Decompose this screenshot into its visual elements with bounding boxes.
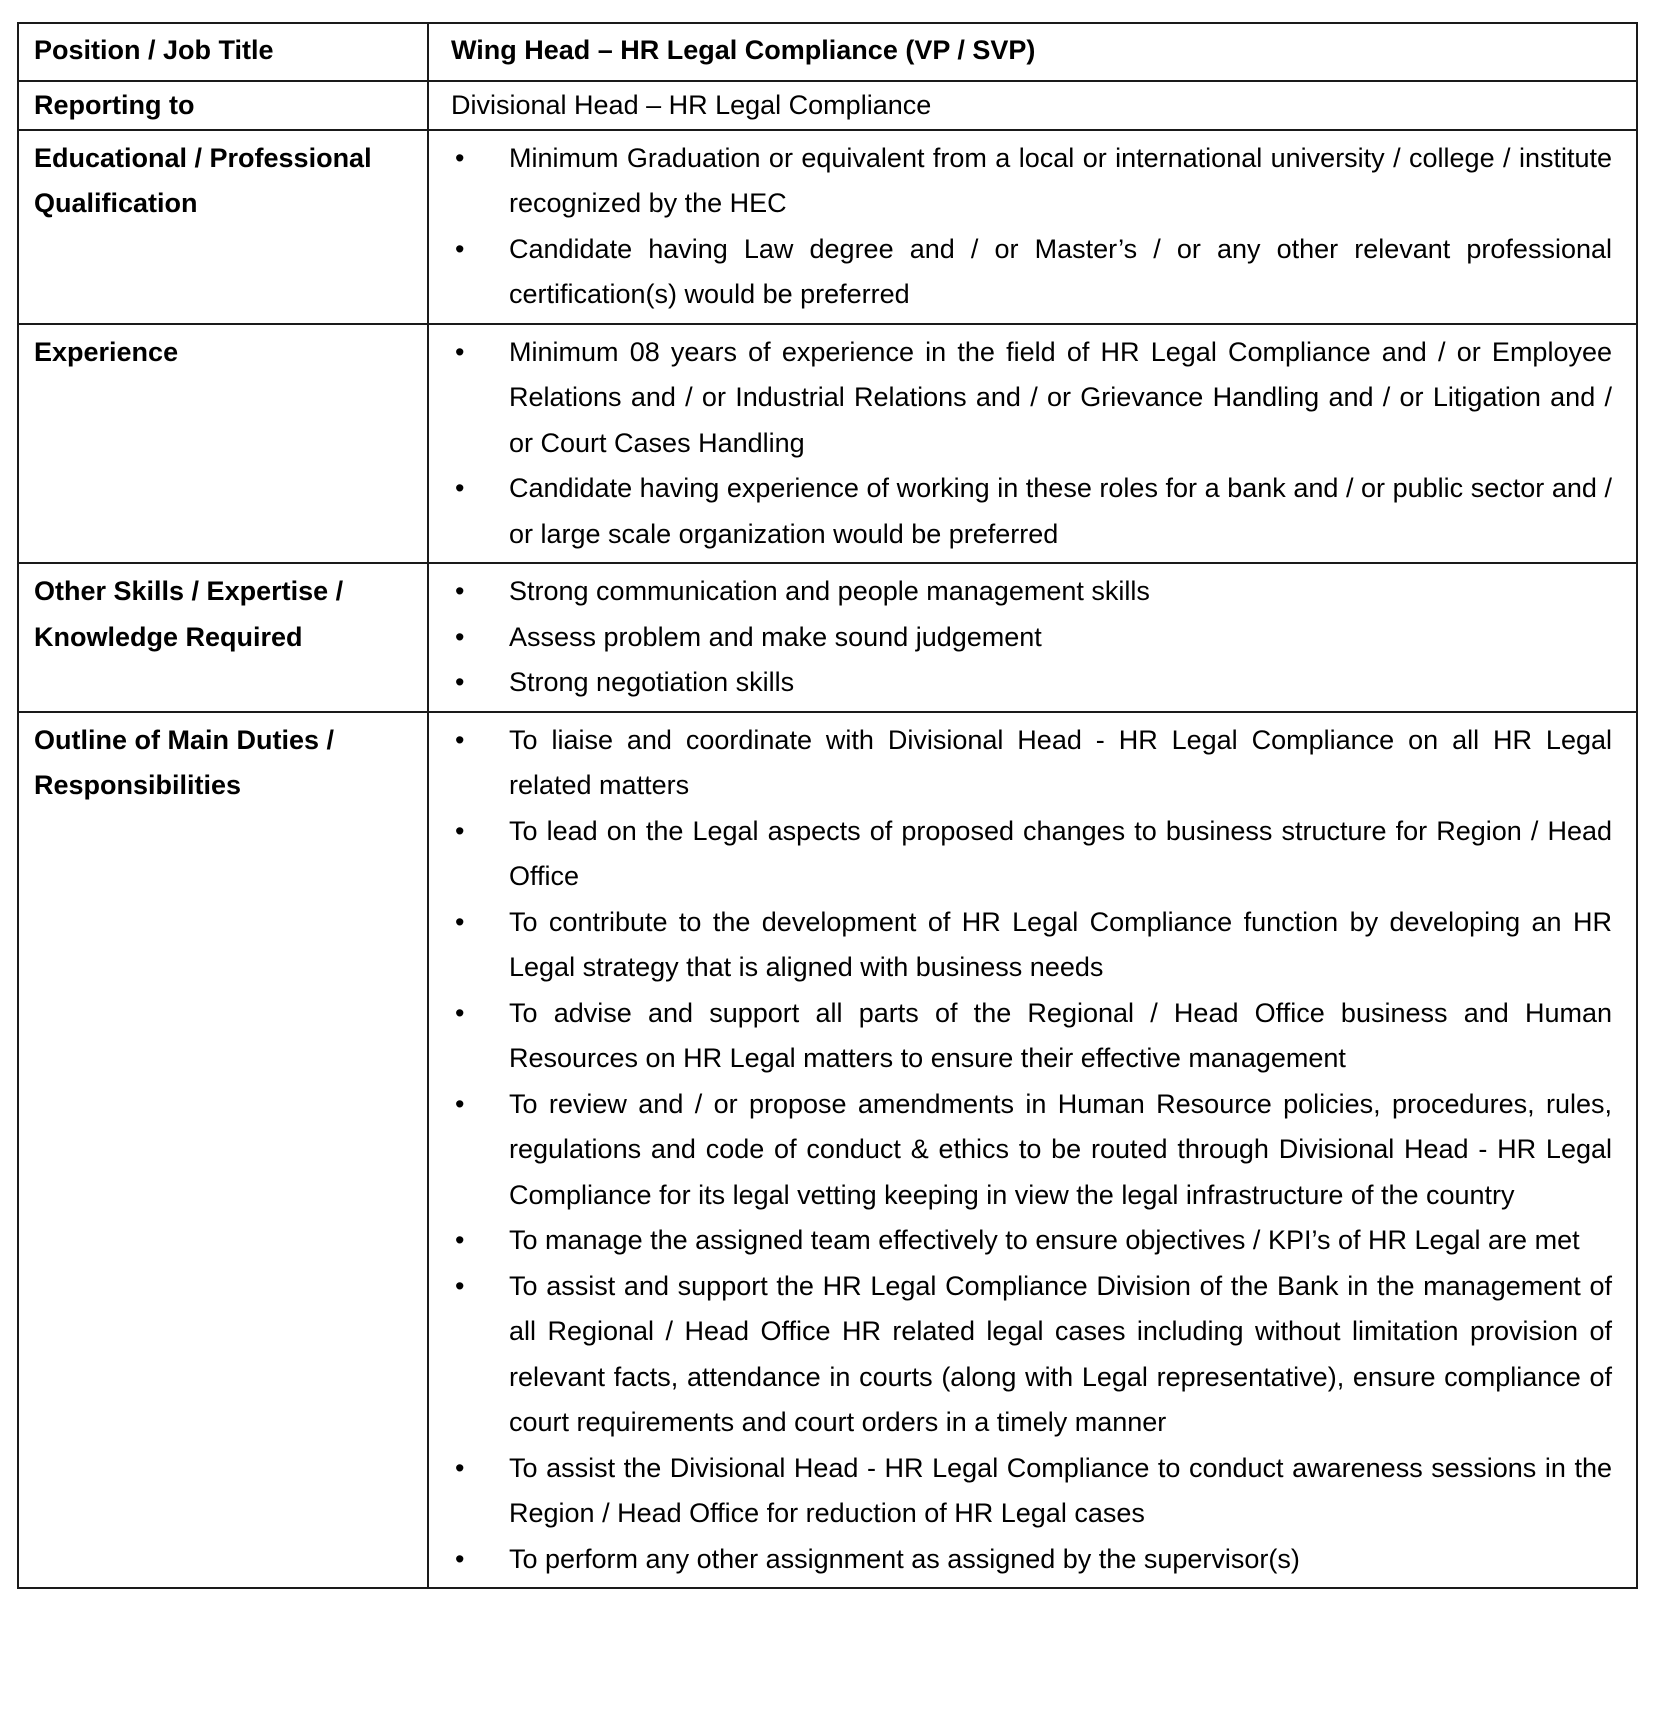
duties-row bbox=[18, 712, 1637, 1589]
reporting-label: Reporting to bbox=[18, 81, 428, 130]
bullet-item: • To contribute to the development of HR Legal Compliance function by developing an HR Legal strategy that is aligned with business needs bbox=[451, 900, 1612, 991]
bullet-item: • To manage the assigned team effectively to ensure objectives / KPI’s of HR Legal are met bbox=[451, 1218, 1612, 1264]
position-value: Wing Head – HR Legal Compliance (VP / SVP) bbox=[428, 23, 1637, 81]
bullet-item: • To liaise and coordinate with Divisional Head - HR Legal Compliance on all HR Legal related matters bbox=[451, 718, 1612, 809]
bullet-item: • To assist and support the HR Legal Compliance Division of the Bank in the management of all Regional / Head Office HR related legal cases including without limitation provision of relevant facts, attendance in courts (along with Legal representative), ensure compliance of court requirements and court orders in a timely manner bbox=[451, 1264, 1612, 1446]
reporting-value: Divisional Head – HR Legal Compliance bbox=[428, 81, 1637, 130]
bullet-item: • Candidate having experience of working in these roles for a bank and / or public sector and / or large scale organization would be preferred bbox=[451, 466, 1612, 557]
experience-value bbox=[428, 324, 1637, 564]
experience-row bbox=[18, 324, 1637, 564]
qualification-list bbox=[451, 136, 1612, 318]
bullet-item: • Assess problem and make sound judgement bbox=[451, 615, 1612, 661]
duties-label: Outline of Main Duties / Responsibilities bbox=[18, 712, 428, 1589]
bullet-item: • To perform any other assignment as assigned by the supervisor(s) bbox=[451, 1537, 1612, 1583]
skills-row bbox=[18, 563, 1637, 712]
bullet-item: • Strong negotiation skills bbox=[451, 660, 1612, 706]
bullet-item: • Strong communication and people management skills bbox=[451, 569, 1612, 615]
bullet-item: • Minimum Graduation or equivalent from a local or international university / college / institute recognized by the HEC bbox=[451, 136, 1612, 227]
position-row bbox=[18, 23, 1637, 81]
skills-list bbox=[451, 569, 1612, 706]
skills-label: Other Skills / Expertise / Knowledge Required bbox=[18, 563, 428, 712]
bullet-item: • To advise and support all parts of the Regional / Head Office business and Human Resources on HR Legal matters to ensure their effective management bbox=[451, 991, 1612, 1082]
duties-list bbox=[451, 718, 1612, 1583]
position-label: Position / Job Title bbox=[18, 23, 428, 81]
reporting-row bbox=[18, 81, 1637, 130]
bullet-item: • Minimum 08 years of experience in the field of HR Legal Compliance and / or Employee Relations and / or Industrial Relations and / or Grievance Handling and / or Litigation and / or Court Cases Handling bbox=[451, 330, 1612, 467]
skills-value bbox=[428, 563, 1637, 712]
duties-value bbox=[428, 712, 1637, 1589]
bullet-item: • To assist the Divisional Head - HR Legal Compliance to conduct awareness sessions in the Region / Head Office for reduction of HR Legal cases bbox=[451, 1446, 1612, 1537]
qualification-value bbox=[428, 130, 1637, 324]
experience-label: Experience bbox=[18, 324, 428, 564]
bullet-item: • To lead on the Legal aspects of proposed changes to business structure for Region / Head Office bbox=[451, 809, 1612, 900]
job-description-table bbox=[17, 22, 1638, 1589]
qualification-label: Educational / Professional Qualification bbox=[18, 130, 428, 324]
experience-list bbox=[451, 330, 1612, 558]
qualification-row bbox=[18, 130, 1637, 324]
bullet-item: • Candidate having Law degree and / or Master’s / or any other relevant professional certification(s) would be preferred bbox=[451, 227, 1612, 318]
bullet-item: • To review and / or propose amendments in Human Resource policies, procedures, rules, regulations and code of conduct & ethics to be routed through Divisional Head - HR Legal Compliance for its legal vetting keeping in view the legal infrastructure of the country bbox=[451, 1082, 1612, 1219]
